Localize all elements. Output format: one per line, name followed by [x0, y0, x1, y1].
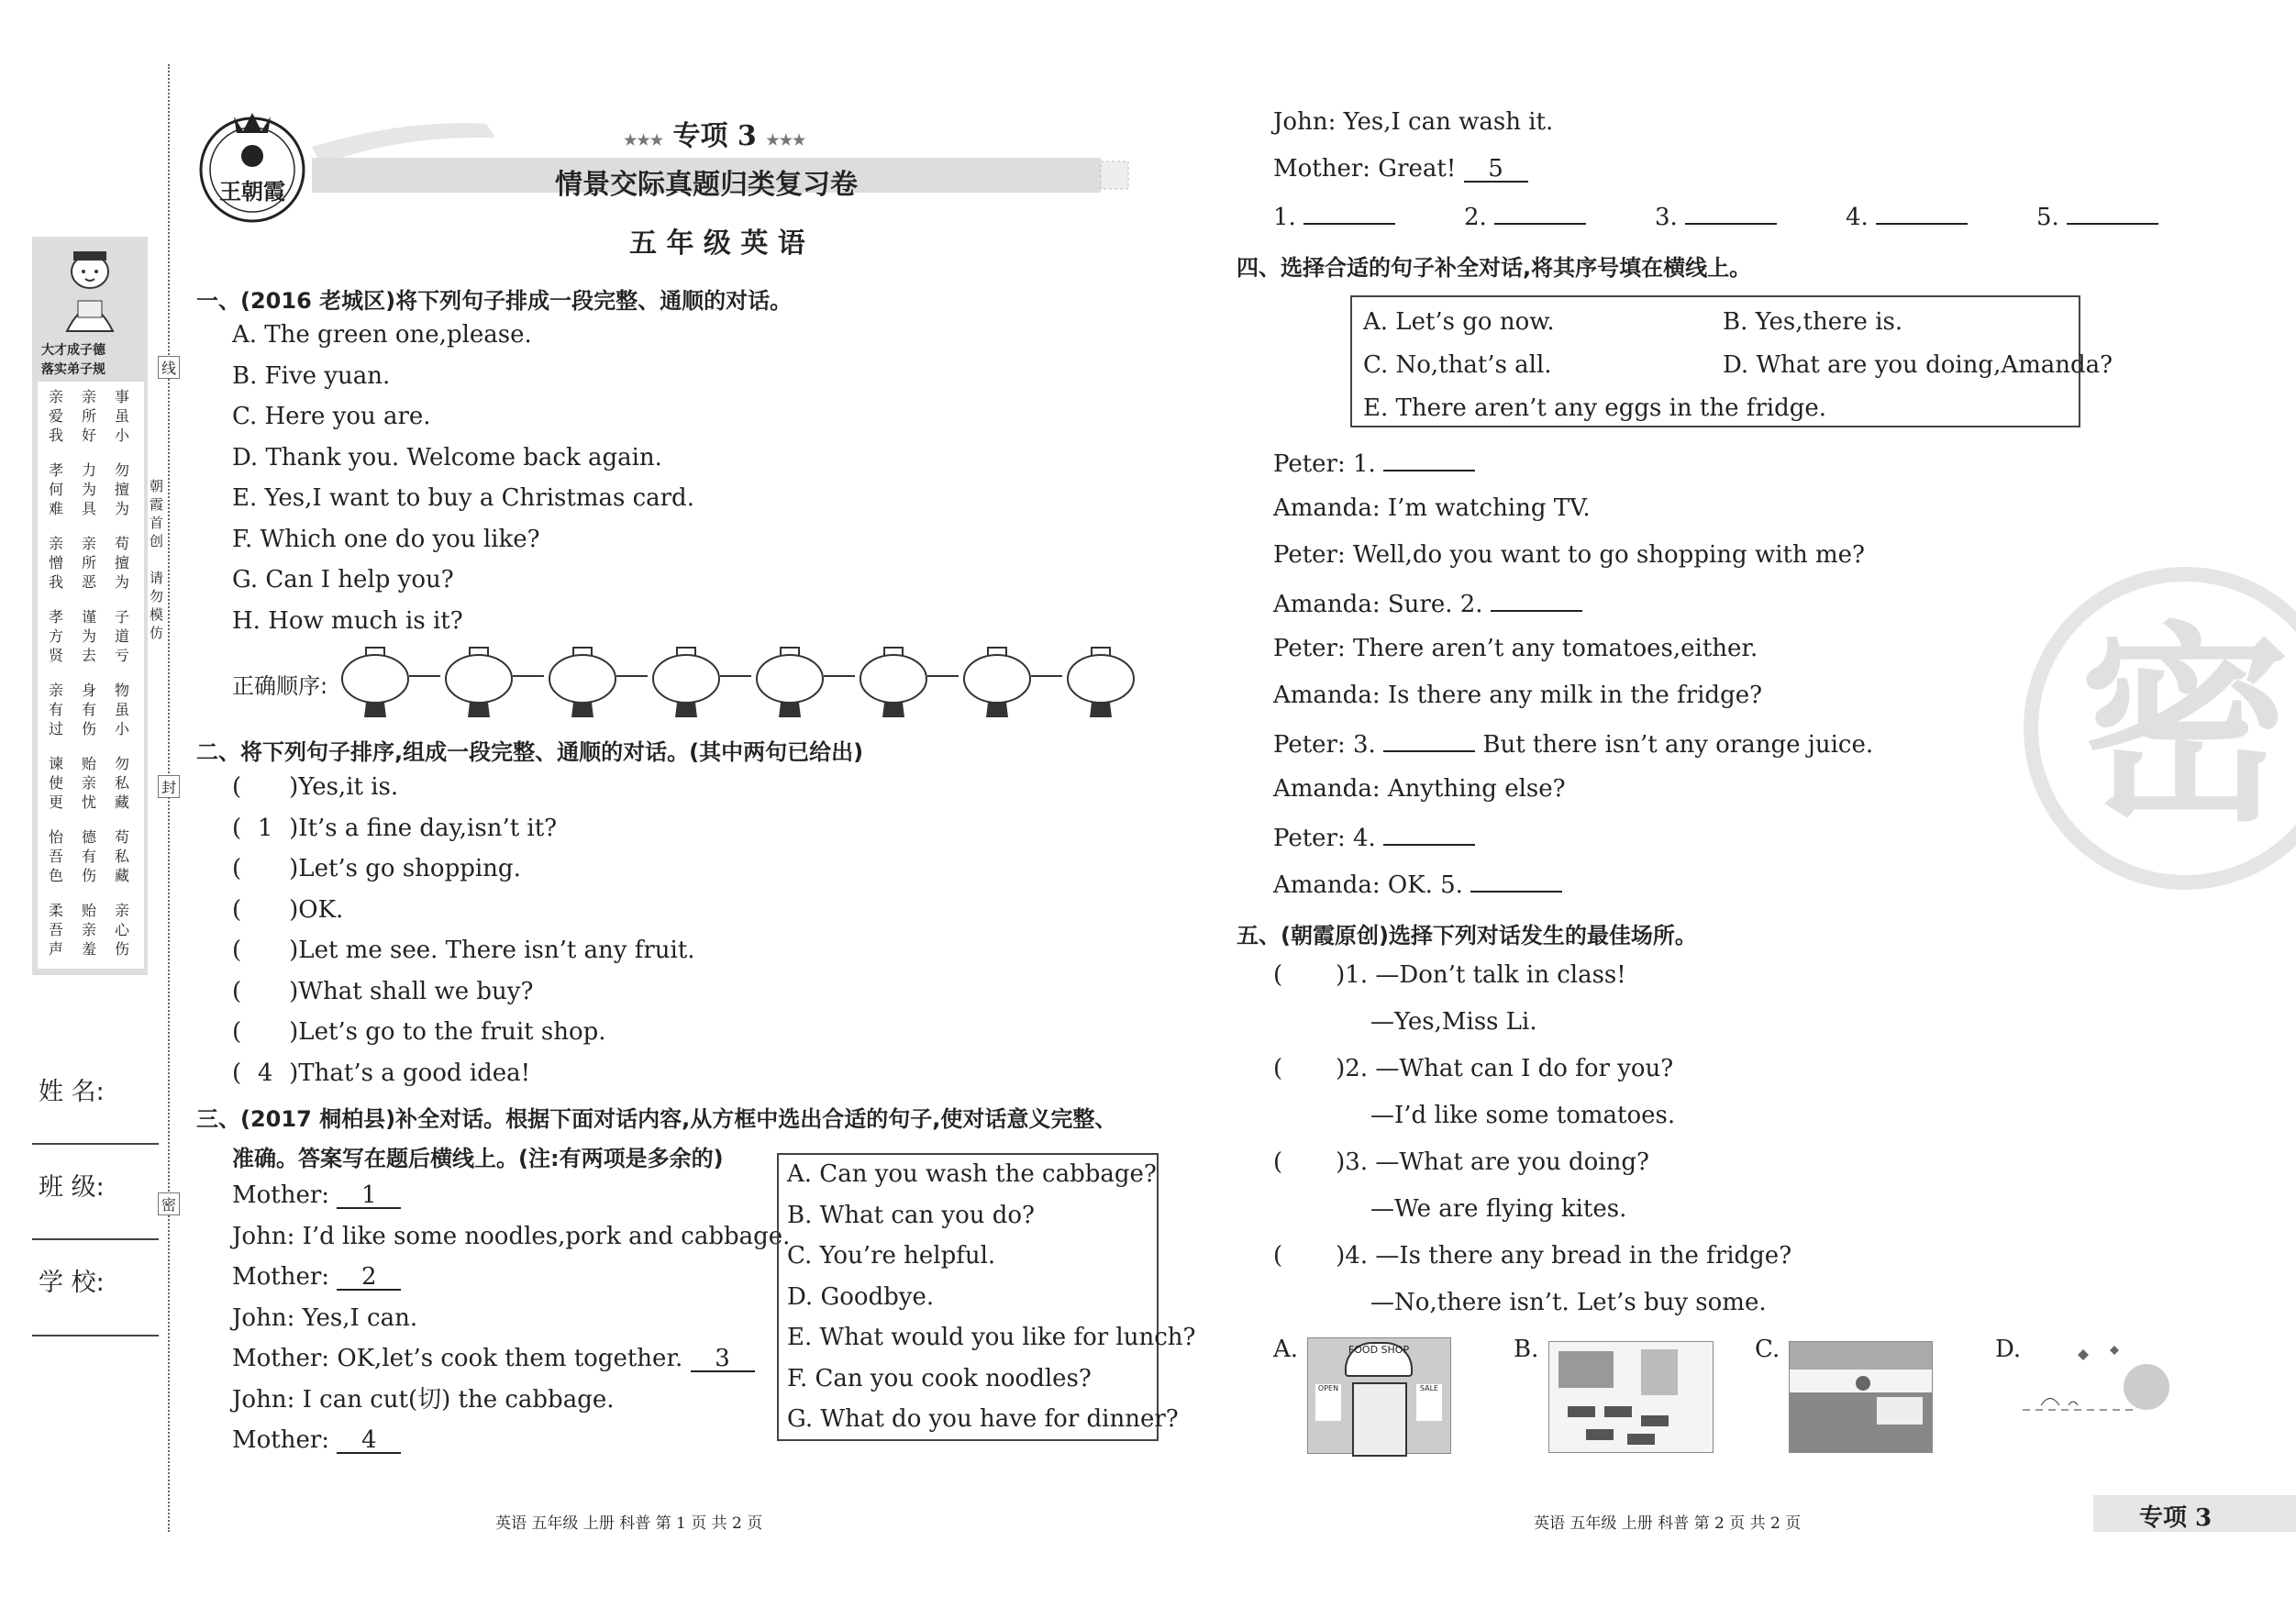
poem-column: 柔吾声: [49, 902, 64, 958]
dizigui-poem: [38, 382, 144, 969]
list-item: [232, 977, 534, 1005]
answer-blank[interactable]: 3: [691, 1347, 755, 1372]
list-item: D. Thank you. Welcome back again.: [232, 443, 662, 471]
answer-blank[interactable]: 5: [1464, 157, 1528, 183]
question-line: [1273, 963, 1626, 987]
paren-open: (: [232, 895, 242, 924]
list-item: [232, 857, 521, 881]
dialog-text: Amanda: Anything else?: [1273, 775, 1566, 803]
dialog-text: Peter: Well,do you want to go shopping with me?: [1273, 541, 1865, 569]
motto-line-2: 落实弟子规: [41, 362, 105, 377]
series-footer-label: 专项 3: [2139, 1504, 2213, 1532]
section4-heading: 四、选择合适的句子补全对话,将其序号填在横线上。: [1237, 255, 1752, 281]
option-item: B. What can you do?: [787, 1201, 1035, 1229]
section4-option-box: [1350, 295, 2113, 427]
paren-open: (: [232, 773, 242, 801]
dialog-line: [1273, 777, 1566, 801]
dialog-text: Yes,I can.: [302, 1303, 418, 1332]
classroom-picture: [1548, 1341, 1714, 1453]
picture-label-d: D.: [1995, 1336, 2022, 1363]
lantern-icon: [750, 642, 833, 725]
sentence-text: )It’s a fine day,isn’t it?: [289, 814, 558, 842]
picture-label-b: B.: [1514, 1336, 1539, 1363]
dialog-text: Amanda: Sure. 2.: [1273, 591, 1491, 618]
section3-heading-2: 准确。答案写在题后横线上。(注:有两项是多余的): [232, 1146, 724, 1171]
speaker: John:: [232, 1303, 303, 1332]
logo-text: 王朝霞: [219, 178, 285, 205]
picture-label-a: A.: [1273, 1336, 1299, 1363]
dialog-text: Amanda: Is there any milk in the fridge?: [1273, 682, 1763, 709]
poem-column: 德有伤: [82, 828, 97, 884]
kitchen-picture: [1789, 1341, 1933, 1453]
dialog-line: [1273, 449, 1475, 476]
answer-blank[interactable]: 4: [337, 1428, 401, 1454]
option-item: C. No,that’s all.: [1363, 351, 1552, 379]
speaker: John:: [232, 1385, 303, 1414]
paren-open: (: [1273, 1148, 1283, 1176]
list-item: B. Five yuan.: [232, 361, 391, 390]
list-item: [232, 1020, 606, 1044]
poem-column: 事虽小: [115, 388, 130, 444]
answer-number: 3.: [1655, 204, 1686, 231]
sidebar-panel: [32, 237, 148, 975]
page-subtitle: 五 年 级 英 语: [629, 227, 805, 260]
speaker: Mother:: [232, 1263, 338, 1291]
list-item: C. Here you are.: [232, 403, 431, 430]
open-sign: OPEN: [1315, 1384, 1341, 1421]
dialog-text: I can cut(切) the cabbage.: [302, 1385, 615, 1414]
option-item: A. Let’s go now.: [1363, 308, 1555, 336]
scholar-illustration: [50, 244, 129, 336]
list-item: [232, 938, 695, 962]
lantern-icon: [1061, 642, 1144, 725]
section2-heading: 二、将下列句子排序,组成一段完整、通顺的对话。(其中两句已给出): [196, 739, 864, 765]
answer-slot[interactable]: 4: [257, 1059, 273, 1087]
notice-original: 朝霞首创: [150, 478, 164, 549]
dialog-line: [1273, 590, 1582, 616]
poem-column: 谨为去: [82, 608, 97, 664]
page-title: 情景交际真题归类复习卷: [555, 169, 858, 201]
reply-line: —Yes,Miss Li.: [1370, 1008, 1537, 1036]
lantern-icon: [647, 642, 729, 725]
section5-heading: 五、(朝霞原创)选择下列对话发生的最佳场所。: [1237, 923, 1697, 948]
sentence-text: )That’s a good idea!: [289, 1059, 531, 1087]
cut-mark-seal: 封: [158, 775, 180, 798]
option-item: F. Can you cook noodles?: [787, 1364, 1092, 1392]
answer-number: 5.: [2036, 204, 2068, 231]
reply-line: —I’d like some tomatoes.: [1370, 1102, 1676, 1129]
poem-column: 苟私藏: [115, 828, 130, 884]
answer-slot: [1846, 203, 1968, 229]
section3-option-box: [777, 1153, 1196, 1441]
answer-blank[interactable]: [1491, 590, 1582, 612]
dialog-text: Peter: There aren’t any tomatoes,either.: [1273, 635, 1758, 662]
list-item: A. The green one,please.: [232, 321, 532, 349]
poem-column: 孝方贤: [49, 608, 64, 664]
answer-blank[interactable]: [1470, 871, 1562, 893]
dialog-line: [1273, 824, 1475, 850]
dialog-text: Peter: 3.: [1273, 731, 1384, 759]
sentence-text: )OK.: [289, 895, 344, 924]
reply-line: —We are flying kites.: [1370, 1195, 1627, 1223]
poem-column: 勿私藏: [115, 755, 130, 811]
arrow-icon: [409, 675, 440, 677]
poem-column: 物虽小: [115, 682, 130, 738]
sentence-text: )Let’s go shopping.: [289, 855, 521, 882]
paren-open: (: [1273, 961, 1283, 989]
footer-page-1: 英语 五年级 上册 科普 第 1 页 共 2 页: [495, 1514, 763, 1533]
poem-column: 勿擅为: [115, 461, 130, 517]
park-picture: [2023, 1341, 2188, 1456]
poem-column: 力为具: [82, 461, 97, 517]
speaker: Mother:: [232, 1181, 338, 1209]
option-item: D. What are you doing,Amanda?: [1723, 351, 2113, 379]
paren-open: (: [232, 977, 242, 1005]
dialog-line: [1273, 730, 1873, 757]
dialog-line: [1273, 543, 1865, 567]
shop-sign: FOOD SHOP: [1345, 1342, 1413, 1377]
dialog-text: But there isn’t any orange juice.: [1475, 731, 1874, 759]
option-item: A. Can you wash the cabbage?: [787, 1160, 1157, 1188]
class-label: 班 级:: [39, 1173, 105, 1202]
answer-number: 2.: [1464, 204, 1495, 231]
dialog-text: Peter: 1.: [1273, 450, 1384, 478]
paren-open: (: [1273, 1242, 1283, 1270]
list-item: [232, 895, 344, 924]
poem-column: 贻亲忧: [82, 755, 97, 811]
notice-no-copy: 请勿模仿: [150, 570, 164, 641]
dialog-line: [1273, 683, 1762, 707]
poem-column: 亲爱我: [49, 388, 64, 444]
sentence-text: )Let’s go to the fruit shop.: [289, 1018, 606, 1046]
list-item: [232, 1061, 530, 1085]
answer-slot: [2036, 203, 2158, 229]
star-icon: ★★★: [624, 131, 664, 149]
question-text: )4. —Is there any bread in the fridge?: [1336, 1242, 1792, 1270]
dialog-line: [232, 1385, 615, 1414]
dialog-text: Amanda: OK. 5.: [1273, 871, 1471, 899]
list-item: G. Can I help you?: [232, 566, 454, 593]
shop-door-icon: [1352, 1382, 1407, 1457]
section1-items: [232, 323, 694, 649]
paren-open: (: [232, 1018, 242, 1046]
arrow-icon: [616, 675, 648, 677]
lantern-icon: [854, 642, 937, 725]
question-text: )1. —Don’t talk in class!: [1336, 961, 1626, 989]
list-item: [232, 816, 557, 840]
dialog-text: Amanda: I’m watching TV.: [1273, 494, 1591, 522]
speaker: Mother:: [232, 1426, 338, 1454]
answer-blank[interactable]: [1876, 203, 1968, 225]
arrow-icon: [1031, 675, 1062, 677]
answer-blank[interactable]: [1383, 730, 1475, 752]
question-line: [1273, 1150, 1649, 1174]
dialog-line: [232, 1303, 418, 1332]
paren-open: (: [1273, 1055, 1283, 1082]
option-item: E. What would you like for lunch?: [787, 1324, 1196, 1351]
class-field[interactable]: [32, 1238, 159, 1240]
speaker: Mother:: [232, 1345, 338, 1372]
lantern-order-row: [336, 642, 1143, 725]
poem-column: 谏使更: [49, 755, 64, 811]
lantern-icon: [439, 642, 522, 725]
question-text: )2. —What can I do for you?: [1336, 1055, 1674, 1082]
dialog-line: [232, 1265, 401, 1291]
dialog-line: [232, 1347, 755, 1372]
school-field[interactable]: [32, 1335, 159, 1336]
option-item: B. Yes,there is.: [1723, 308, 1903, 336]
poem-column: 怡吾色: [49, 828, 64, 884]
paren-open: (: [232, 1059, 242, 1087]
binding-dotted-line: [168, 64, 170, 1532]
dialog-line: [1273, 637, 1758, 660]
sentence-text: )Yes,it is.: [289, 773, 399, 801]
order-label: 正确顺序:: [232, 673, 328, 699]
dialog-text: Peter: 4.: [1273, 825, 1384, 852]
dialog-line: [1273, 496, 1591, 520]
arrow-icon: [513, 675, 544, 677]
school-label: 学 校:: [39, 1269, 105, 1297]
answer-blank[interactable]: [1303, 203, 1395, 225]
section3-heading: 三、(2017 桐柏县)补全对话。根据下面对话内容,从方框中选出合适的句子,使对话意义完整、: [196, 1106, 1117, 1132]
answer-slot[interactable]: 1: [257, 814, 273, 842]
dialog-line: John: Yes,I can wash it.: [1273, 108, 1554, 136]
logo-emblem: [193, 105, 312, 225]
answer-slot: [1464, 203, 1586, 229]
list-item: F. Which one do you like?: [232, 525, 540, 553]
answer-blank[interactable]: [1383, 449, 1475, 471]
answer-blank[interactable]: 2: [337, 1265, 401, 1291]
answer-blank[interactable]: 1: [337, 1183, 401, 1209]
poem-column: 贻亲羞: [82, 902, 97, 958]
question-line: [1273, 1057, 1673, 1081]
paren-open: (: [232, 855, 242, 882]
series-footer-tab: [2093, 1495, 2296, 1532]
poem-column: 亲憎我: [49, 535, 64, 591]
dialog-text: OK,let’s cook them together.: [337, 1345, 691, 1372]
poem-column: 身有伤: [82, 682, 97, 738]
dialog-line: Mother: Great! 5: [1273, 157, 1528, 183]
paren-open: (: [232, 814, 242, 842]
dialog-text: I’d like some noodles,pork and cabbage.: [302, 1222, 791, 1250]
answer-number: 1.: [1273, 204, 1304, 231]
food-shop-picture: [1307, 1337, 1451, 1454]
list-item: E. Yes,I want to buy a Christmas card.: [232, 484, 694, 512]
lantern-icon: [543, 642, 626, 725]
star-icon: ★★★: [766, 131, 806, 149]
section1-heading: 一、(2016 老城区)将下列句子排成一段完整、通顺的对话。: [196, 288, 793, 314]
poem-column: 子道亏: [115, 608, 130, 664]
option-item: C. You’re helpful.: [787, 1242, 996, 1270]
answer-blank[interactable]: [1383, 824, 1475, 846]
name-label: 姓 名:: [39, 1078, 105, 1106]
speaker: John:: [232, 1222, 303, 1250]
list-item: [232, 775, 398, 799]
dialog-line: [232, 1222, 791, 1250]
secret-watermark: 密: [2024, 567, 2296, 890]
answer-blank[interactable]: [2067, 203, 2158, 225]
option-item: G. What do you have for dinner?: [787, 1405, 1179, 1433]
sentence-text: )What shall we buy?: [289, 977, 534, 1005]
arrow-icon: [927, 675, 959, 677]
option-item: E. There aren’t any eggs in the fridge.: [1363, 394, 1827, 422]
dialog-line: [232, 1183, 401, 1209]
poem-column: 苟擅为: [115, 535, 130, 591]
picture-label-c: C.: [1755, 1336, 1780, 1363]
sale-sign: SALE: [1416, 1384, 1442, 1421]
series-tag: ★★★ 专项 3 ★★★: [624, 120, 806, 152]
answer-slot: [1655, 203, 1777, 229]
footer-page-2: 英语 五年级 上册 科普 第 2 页 共 2 页: [1534, 1514, 1802, 1533]
sentence-text: )Let me see. There isn’t any fruit.: [289, 937, 695, 964]
option-item: D. Goodbye.: [787, 1282, 935, 1311]
poem-column: 亲有过: [49, 682, 64, 738]
question-text: )3. —What are you doing?: [1336, 1148, 1649, 1176]
answer-slot: [1273, 203, 1395, 229]
dialog-line: [232, 1428, 401, 1454]
answer-number: 4.: [1846, 204, 1877, 231]
answer-blank[interactable]: [1685, 203, 1777, 225]
reply-line: —No,there isn’t. Let’s buy some.: [1370, 1289, 1767, 1316]
arrow-icon: [720, 675, 751, 677]
paren-open: (: [232, 937, 242, 964]
poem-column: 亲所好: [82, 388, 97, 444]
dialog-line: [1273, 871, 1562, 897]
name-field[interactable]: [32, 1143, 159, 1145]
poem-column: 孝何难: [49, 461, 64, 517]
arrow-icon: [824, 675, 855, 677]
lantern-icon: [958, 642, 1040, 725]
answer-blank[interactable]: [1494, 203, 1586, 225]
cut-mark-secret: 密: [158, 1192, 180, 1215]
list-item: H. How much is it?: [232, 606, 463, 635]
lantern-icon: [336, 642, 418, 725]
poem-column: 亲所恶: [82, 535, 97, 591]
poem-column: 亲心伤: [115, 902, 130, 958]
question-line: [1273, 1244, 1791, 1268]
cut-mark-line: 线: [158, 356, 180, 379]
motto-line-1: 大才成子德: [41, 343, 105, 358]
